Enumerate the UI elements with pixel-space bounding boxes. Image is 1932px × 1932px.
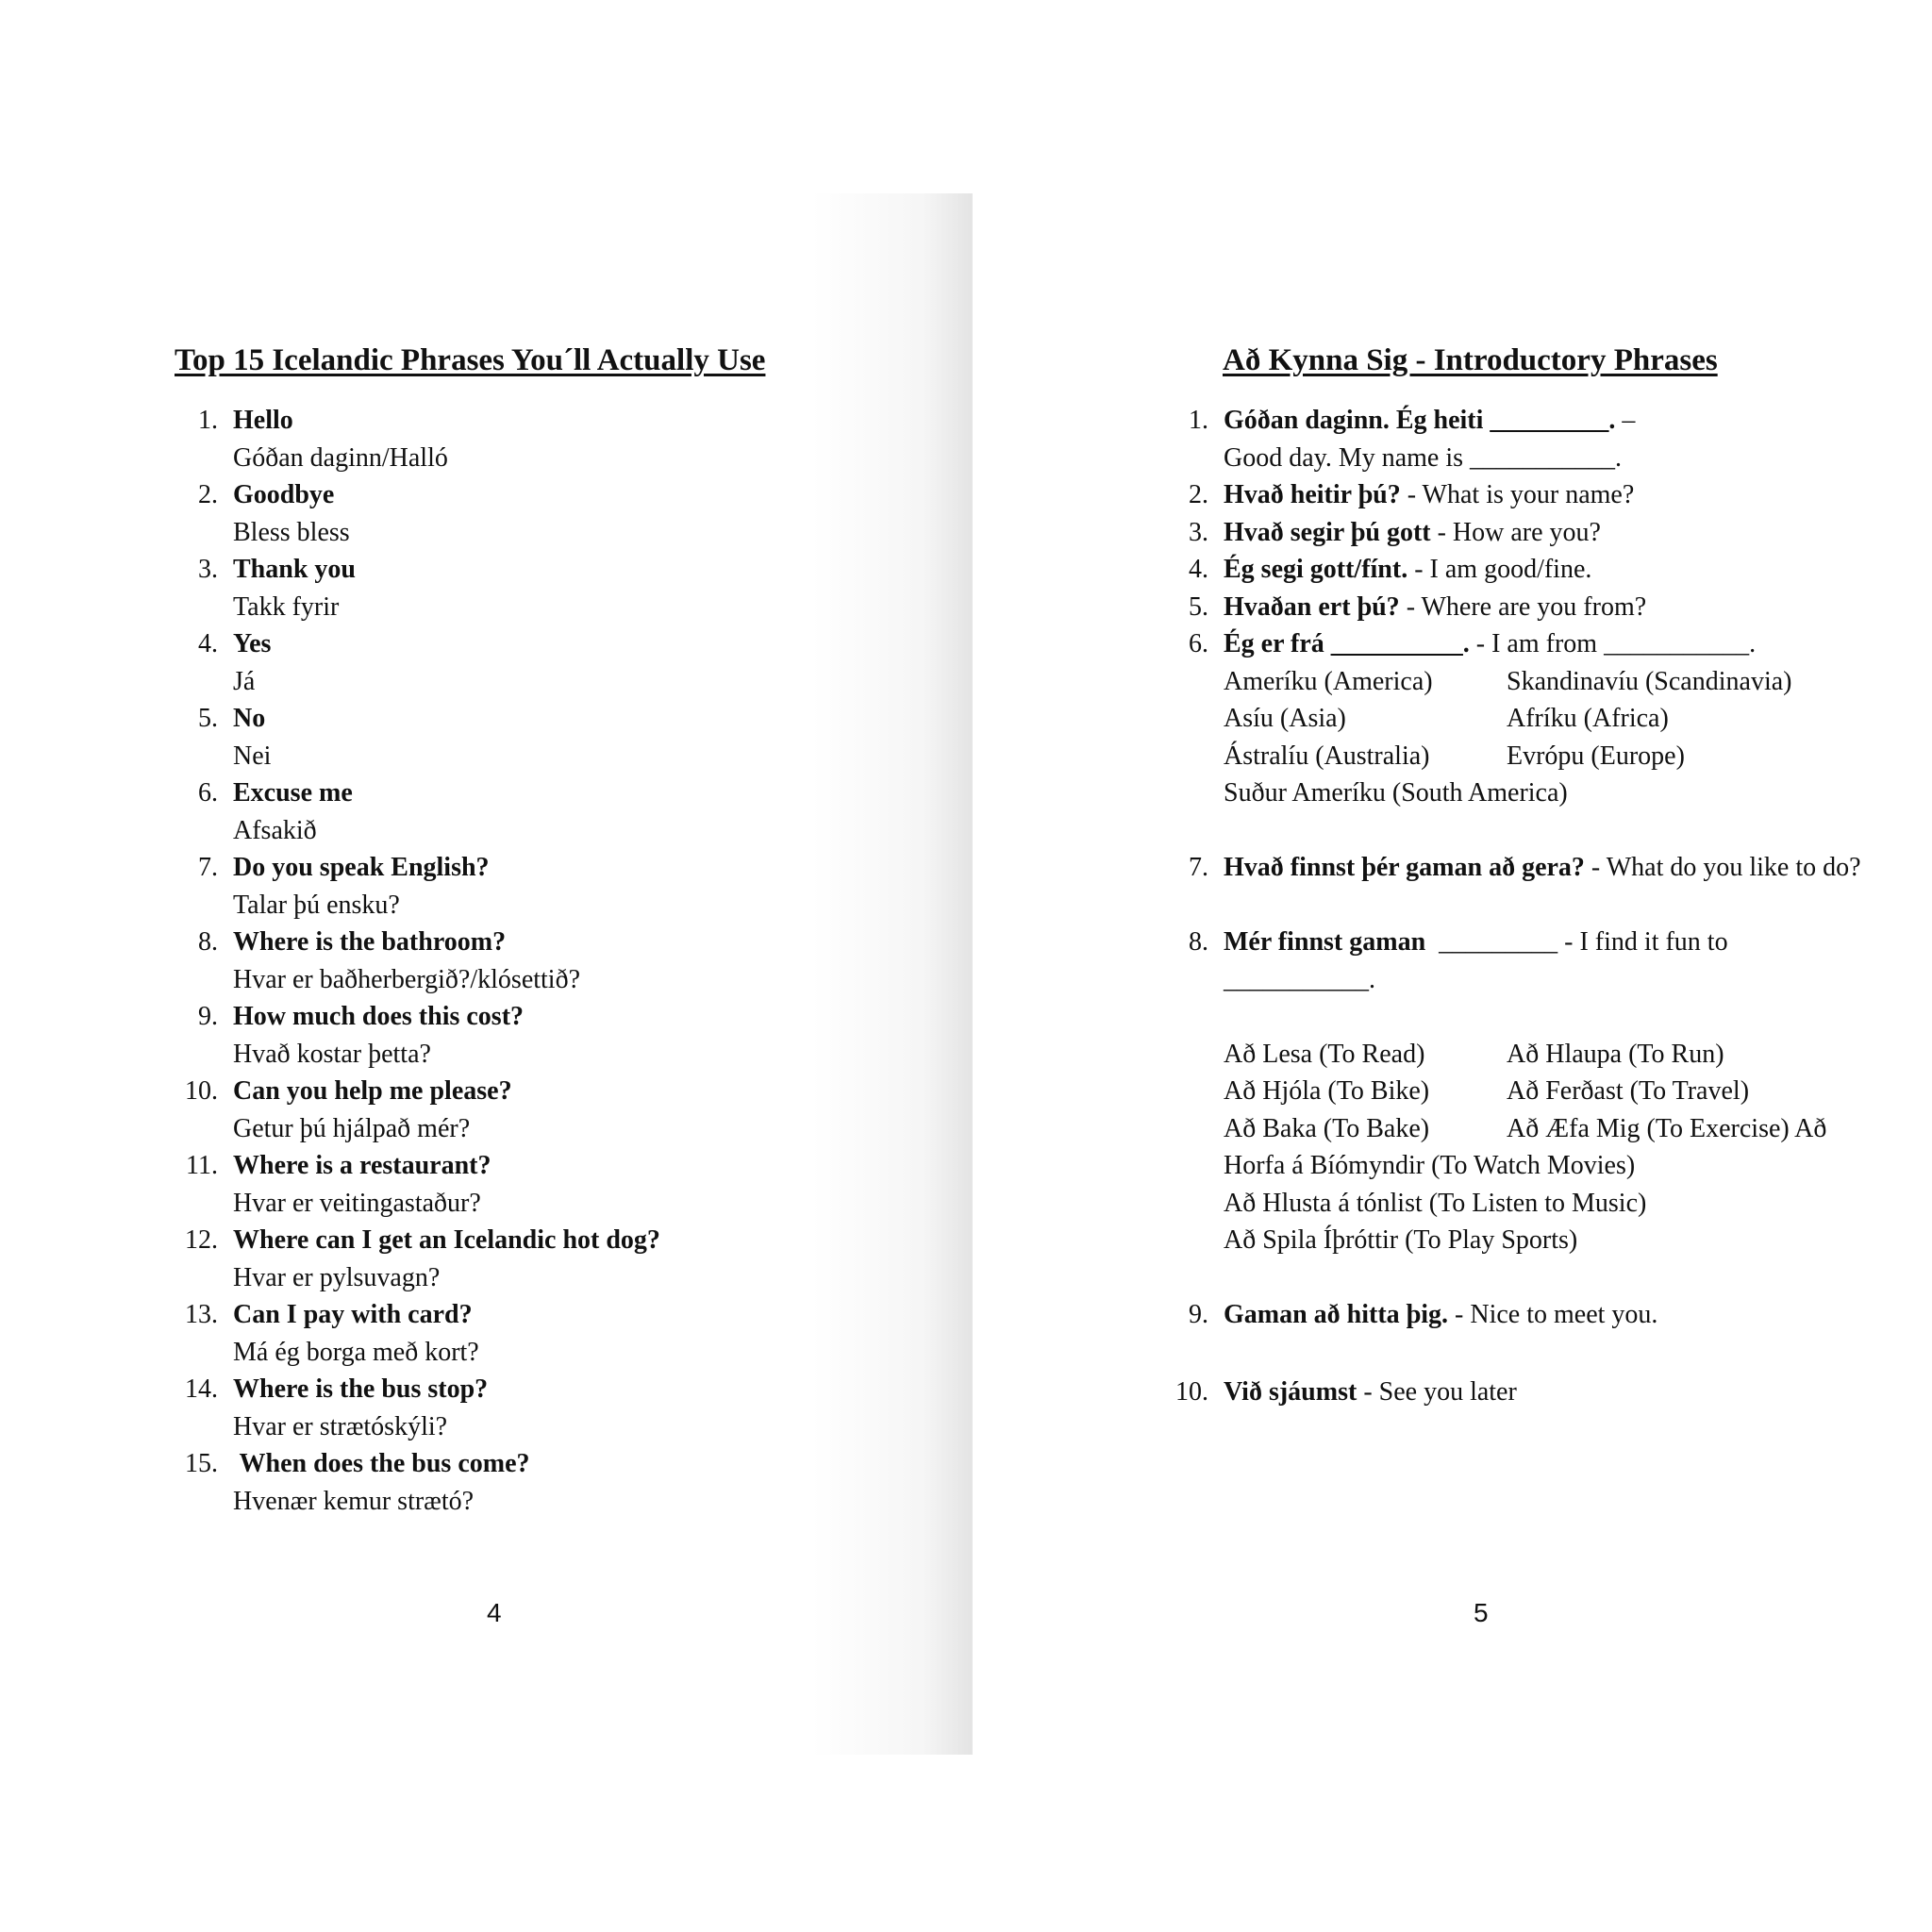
activity-option: Að Ferðast (To Travel) bbox=[1507, 1076, 1750, 1106]
list-item bbox=[170, 849, 811, 924]
phrase-icelandic: Já bbox=[233, 666, 256, 696]
item-number: 4. bbox=[1189, 555, 1208, 584]
place-option: Suður Ameríku (South America) bbox=[1224, 778, 1568, 808]
phrase-icelandic: Hvar er baðherbergið?/klósettið? bbox=[233, 964, 581, 994]
list-item bbox=[170, 924, 811, 998]
list-item bbox=[170, 1296, 811, 1371]
item-number: 2. bbox=[198, 480, 218, 509]
list-item bbox=[1160, 551, 1877, 589]
activities-grid bbox=[1224, 1036, 1877, 1148]
place-option: Skandinavíu (Scandinavia) bbox=[1507, 666, 1792, 696]
phrase-icelandic: Talar þú ensku? bbox=[233, 890, 400, 920]
page-edge bbox=[972, 193, 973, 1755]
list-item bbox=[1160, 402, 1877, 476]
item-number: 8. bbox=[1189, 927, 1208, 957]
phrase-icelandic: Bless bless bbox=[233, 517, 350, 547]
phrase-english: Where is the bus stop? bbox=[233, 1374, 489, 1404]
phrase-icelandic: Ég er frá __________. bbox=[1224, 629, 1470, 658]
activity-option: Að Hjóla (To Bike) bbox=[1224, 1076, 1430, 1106]
phrase-icelandic: Hvað segir þú gott bbox=[1224, 517, 1431, 547]
phrase-icelandic: Afsakið bbox=[233, 815, 317, 845]
phrase-english: Can you help me please? bbox=[233, 1076, 512, 1106]
phrase-icelandic: Hvenær kemur strætó? bbox=[233, 1486, 475, 1516]
left-page-title: Top 15 Icelandic Phrases You´ll Actually Use bbox=[175, 343, 766, 377]
list-item bbox=[1160, 1374, 1877, 1411]
phrase-english: How much does this cost? bbox=[233, 1002, 525, 1031]
place-option: Afríku (Africa) bbox=[1507, 704, 1669, 733]
item-number: 14. bbox=[185, 1374, 218, 1404]
activity-option: Að Lesa (To Read) bbox=[1224, 1039, 1425, 1069]
phrase-icelandic: Ég segi gott/fínt. bbox=[1224, 555, 1408, 584]
phrase-icelandic: Mér finnst gaman bbox=[1224, 927, 1426, 957]
spacer bbox=[1160, 887, 1877, 924]
activity-option: Horfa á Bíómyndir (To Watch Movies) bbox=[1224, 1151, 1636, 1180]
phrase-icelandic: Hvar er pylsuvagn? bbox=[233, 1262, 441, 1292]
phrase-english: - I am from ___________. bbox=[1469, 629, 1757, 658]
phrase-english: Hello bbox=[233, 406, 293, 435]
phrase-icelandic: Hvað finnst þér gaman að gera? bbox=[1224, 853, 1585, 882]
item-number: 2. bbox=[1189, 480, 1208, 509]
activity-option: Að Æfa Mig (To Exercise) Að bbox=[1507, 1113, 1827, 1143]
item-number: 3. bbox=[198, 555, 218, 584]
phrase-icelandic: Við sjáumst bbox=[1224, 1376, 1357, 1407]
phrase-icelandic: Gaman að hitta þig. bbox=[1224, 1300, 1449, 1329]
phrase-english: Where can I get an Icelandic hot dog? bbox=[233, 1225, 660, 1255]
activity-option: Að Spila Íþróttir (To Play Sports) bbox=[1224, 1225, 1578, 1255]
phrase-english: - Where are you from? bbox=[1399, 591, 1647, 622]
page-number-left: 4 bbox=[487, 1598, 502, 1627]
phrase-icelandic: Hvar er veitingastaður? bbox=[233, 1188, 481, 1218]
phrase-english: Thank you bbox=[233, 555, 356, 584]
list-item bbox=[170, 1371, 811, 1445]
list-item bbox=[1160, 589, 1877, 626]
item-number: 5. bbox=[198, 704, 218, 733]
list-item bbox=[170, 1147, 811, 1222]
spacer bbox=[1224, 998, 1877, 1036]
item-number: 15. bbox=[185, 1449, 218, 1478]
list-item bbox=[170, 402, 811, 476]
item-number: 7. bbox=[1189, 853, 1208, 882]
phrase-list bbox=[170, 402, 811, 1520]
item-number: 8. bbox=[198, 927, 218, 957]
list-item bbox=[1160, 924, 1877, 1259]
list-item bbox=[170, 476, 811, 551]
right-page-title: Að Kynna Sig - Introductory Phrases bbox=[1223, 343, 1718, 377]
phrase-icelandic: Góðan daginn/Halló bbox=[233, 442, 448, 473]
list-item bbox=[170, 774, 811, 849]
phrase-separator: – bbox=[1622, 406, 1636, 435]
phrase-english-blank: ___________. bbox=[1224, 964, 1375, 994]
spacer bbox=[1160, 812, 1877, 850]
list-item bbox=[170, 700, 811, 774]
phrase-english: Yes bbox=[233, 629, 272, 658]
item-number: 4. bbox=[198, 629, 218, 658]
phrase-icelandic: Getur þú hjálpað mér? bbox=[233, 1113, 471, 1143]
phrase-icelandic: Takk fyrir bbox=[233, 591, 340, 622]
item-number: 6. bbox=[1189, 629, 1208, 658]
phrase-english: Excuse me bbox=[233, 778, 353, 808]
places-grid bbox=[1224, 663, 1877, 775]
item-number: 5. bbox=[1189, 591, 1208, 622]
activity-option: Að Hlusta á tónlist (To Listen to Music) bbox=[1224, 1188, 1647, 1218]
phrase-icelandic: Hvar er strætóskýli? bbox=[233, 1411, 448, 1441]
phrase-english: - I am good/fine. bbox=[1407, 555, 1592, 584]
phrase-icelandic: Hvað kostar þetta? bbox=[233, 1039, 431, 1069]
item-number: 9. bbox=[198, 1002, 218, 1031]
item-number: 6. bbox=[198, 778, 218, 808]
activity-option: Að Hlaupa (To Run) bbox=[1507, 1039, 1724, 1069]
item-number: 9. bbox=[1189, 1300, 1208, 1329]
place-option: Ameríku (America) bbox=[1224, 666, 1433, 696]
activity-option: Að Baka (To Bake) bbox=[1224, 1113, 1430, 1143]
phrase-icelandic: Hvað heitir þú? bbox=[1224, 480, 1401, 509]
phrase-english: - What is your name? bbox=[1400, 480, 1635, 509]
item-number: 13. bbox=[185, 1300, 218, 1329]
phrase-english: - Nice to meet you. bbox=[1448, 1300, 1658, 1329]
list-item bbox=[1160, 849, 1877, 887]
phrase-icelandic: Góðan daginn. Ég heiti _________. bbox=[1224, 406, 1623, 435]
phrase-icelandic: Nei bbox=[233, 741, 272, 771]
phrase-english: Where is the bathroom? bbox=[233, 927, 507, 957]
phrase-english: Where is a restaurant? bbox=[233, 1151, 491, 1180]
list-item bbox=[170, 1073, 811, 1147]
book-gutter-shadow bbox=[811, 193, 972, 1755]
place-option: Asíu (Asia) bbox=[1224, 704, 1346, 733]
phrase-english: - How are you? bbox=[1430, 517, 1601, 547]
phrase-english: Can I pay with card? bbox=[233, 1300, 473, 1329]
item-number: 1. bbox=[198, 406, 218, 435]
item-number: 12. bbox=[185, 1225, 218, 1255]
item-number: 3. bbox=[1189, 517, 1208, 547]
page-number-right: 5 bbox=[1474, 1598, 1489, 1627]
phrase-english: - What do you like to do? bbox=[1584, 853, 1861, 882]
phrase-english: No bbox=[233, 704, 266, 733]
item-number: 1. bbox=[1189, 406, 1208, 435]
phrase-english: Good day. My name is ___________. bbox=[1224, 442, 1623, 473]
phrase-english: - See you later bbox=[1357, 1376, 1517, 1407]
item-number: 11. bbox=[186, 1151, 218, 1180]
list-item bbox=[170, 998, 811, 1073]
list-item bbox=[1160, 1296, 1877, 1334]
phrase-english: _________ - I find it fun to bbox=[1425, 927, 1728, 957]
spacer bbox=[1160, 1334, 1877, 1374]
list-item bbox=[170, 551, 811, 625]
place-option: Evrópu (Europe) bbox=[1507, 741, 1685, 771]
list-item bbox=[1160, 514, 1877, 552]
list-item bbox=[1160, 625, 1877, 812]
spacer bbox=[1160, 1259, 1877, 1297]
phrase-english: Do you speak English? bbox=[233, 853, 490, 882]
place-option: Ástralíu (Australia) bbox=[1224, 741, 1430, 771]
item-number: 7. bbox=[198, 853, 218, 882]
list-item bbox=[170, 1445, 811, 1520]
phrase-english: Goodbye bbox=[233, 480, 335, 509]
phrase-icelandic: Má ég borga með kort? bbox=[233, 1337, 479, 1367]
phrase-english: When does the bus come? bbox=[233, 1449, 530, 1478]
list-item bbox=[170, 1222, 811, 1296]
list-item bbox=[170, 625, 811, 700]
item-number: 10. bbox=[185, 1076, 218, 1106]
item-number: 10. bbox=[1175, 1376, 1208, 1407]
phrase-icelandic: Hvaðan ert þú? bbox=[1224, 591, 1400, 622]
intro-phrase-list bbox=[1160, 402, 1877, 1410]
list-item bbox=[1160, 476, 1877, 514]
